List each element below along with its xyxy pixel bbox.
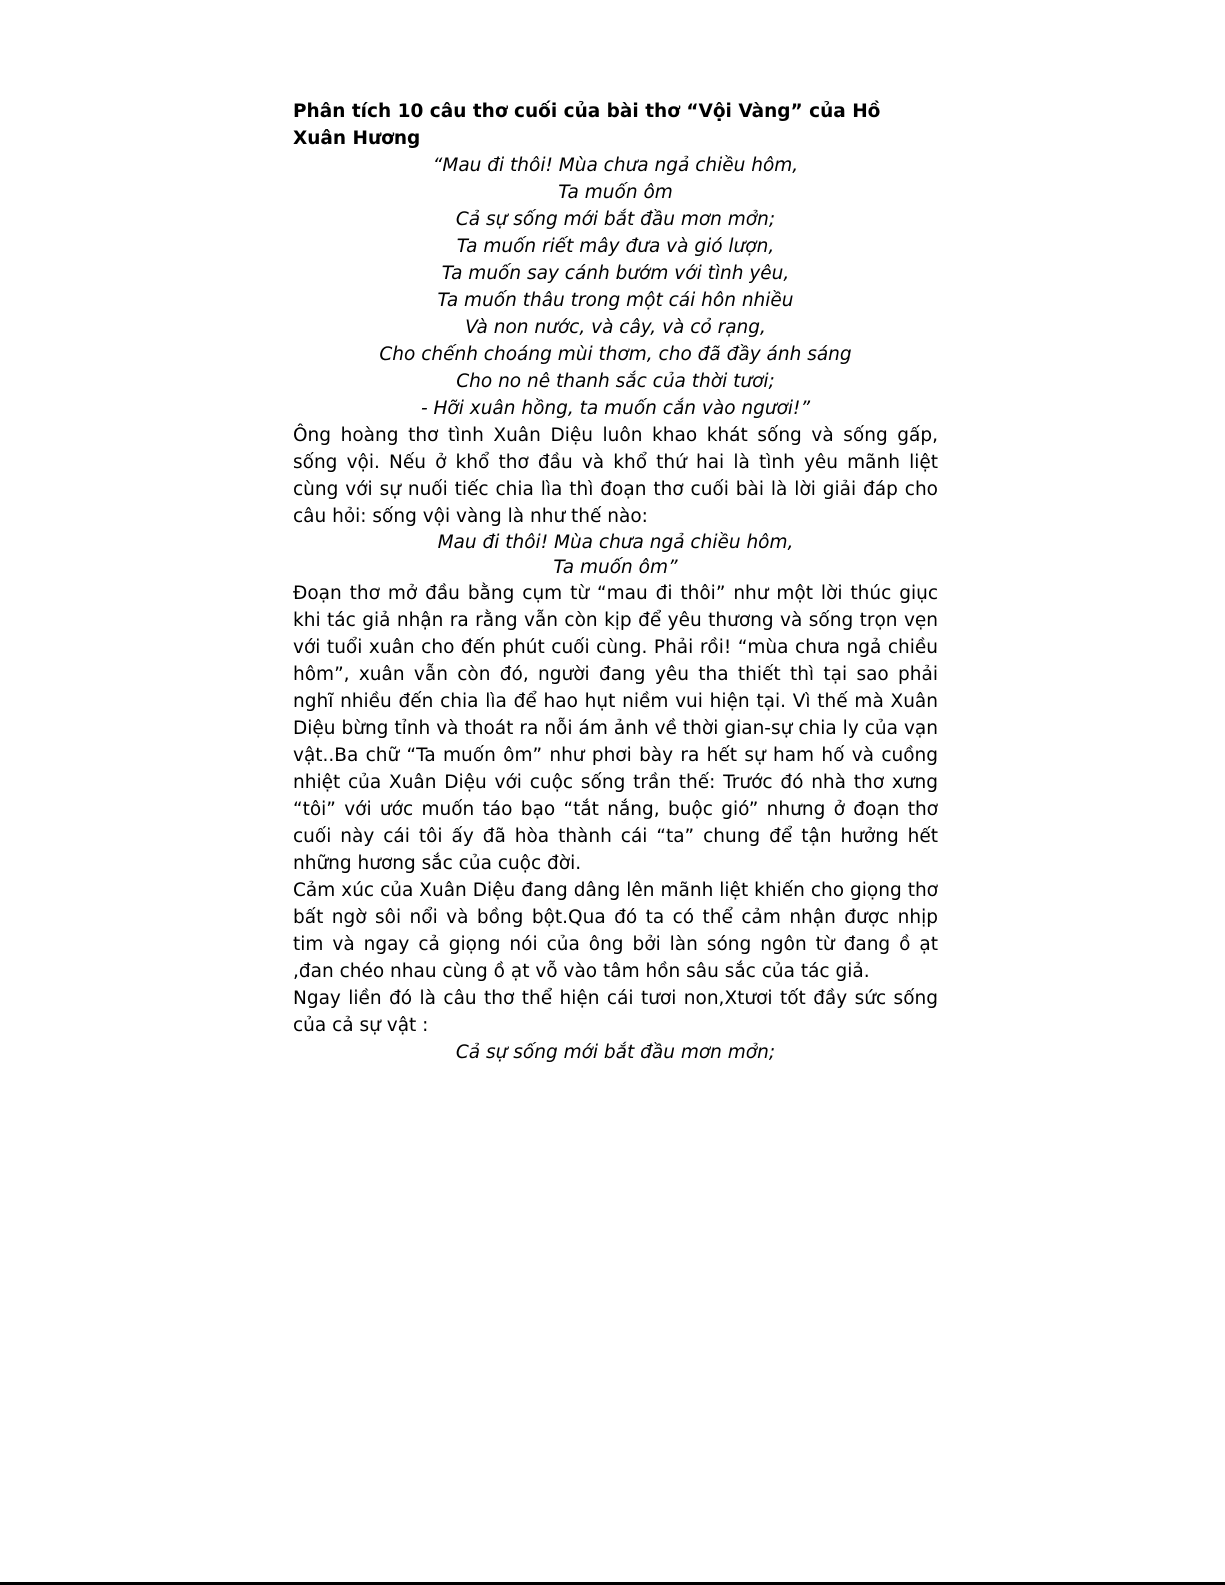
verse-line: Và non nước, và cây, và cỏ rạng, bbox=[465, 317, 766, 338]
verse-line: - Hỡi xuân hồng, ta muốn cắn vào ngươi!” bbox=[420, 398, 811, 419]
verse-line: Ta muốn ôm bbox=[558, 182, 673, 203]
verse-line: Cả sự sống mới bắt đầu mơn mởn; bbox=[455, 1042, 776, 1063]
verse-line: Ta muốn ôm” bbox=[553, 557, 678, 578]
verse-line: Cả sự sống mới bắt đầu mơn mởn; bbox=[455, 209, 776, 230]
verse-line: Ta muốn thâu trong một cái hôn nhiều bbox=[437, 290, 794, 311]
body-paragraph: Ông hoàng thơ tình Xuân Diệu luôn khao khát sống và sống gấp, sống vội. Nếu ở khổ thơ đầu và khổ thứ hai là tình yêu mãnh liệt cùng với sự nuối tiếc chia lìa thì đoạn thơ cuối bài là lời giải đáp cho câu hỏi: sống vội vàng là như thế nào: bbox=[293, 425, 938, 527]
verse-line: Cho no nê thanh sắc của thời tươi; bbox=[456, 371, 775, 392]
verse-line: Cho chếnh choáng mùi thơm, cho đã đầy ánh sáng bbox=[379, 344, 852, 365]
verse-line: “Mau đi thôi! Mùa chưa ngả chiều hôm, bbox=[432, 155, 799, 176]
verse-line: Mau đi thôi! Mùa chưa ngả chiều hôm, bbox=[437, 532, 794, 553]
document-title: Phân tích 10 câu thơ cuối của bài thơ “Vội Vàng” của Hồ Xuân Hương bbox=[293, 101, 881, 149]
body-paragraph: Cảm xúc của Xuân Diệu đang dâng lên mãnh liệt khiến cho giọng thơ bất ngờ sôi nổi và bồng bột.Qua đó ta có thể cảm nhận được nhịp tim và ngay cả giọng nói của ông bởi làn sóng ngôn từ đang ồ ạt ,đan chéo nhau cùng ồ ạt vỗ vào tâm hồn sâu sắc của tác giả. bbox=[293, 880, 938, 982]
verse-line: Ta muốn say cánh bướm với tình yêu, bbox=[441, 263, 790, 284]
body-paragraph: Ngay liền đó là câu thơ thể hiện cái tươi non,Xtươi tốt đầy sức sống của cả sự vật : bbox=[293, 988, 938, 1036]
poem-quote bbox=[293, 530, 938, 580]
document-page bbox=[293, 98, 938, 1066]
poem-excerpt bbox=[293, 152, 938, 422]
poem-quote bbox=[293, 1039, 938, 1066]
body-paragraph: Đoạn thơ mở đầu bằng cụm từ “mau đi thôi” như một lời thúc giục khi tác giả nhận ra rằng vẫn còn kịp để yêu thương và sống trọn vẹn với tuổi xuân cho đến phút cuối cùng. Phải rồi! “mùa chưa ngả chiều hôm”, xuân vẫn còn đó, người đang yêu tha thiết thì tại sao phải nghĩ nhiều đến chia lìa để hao hụt niềm vui hiện tại. Vì thế mà Xuân Diệu bừng tỉnh và thoát ra nỗi ám ảnh về thời gian-sự chia ly của vạn vật..Ba chữ “Ta muốn ôm” như phơi bày ra hết sự ham hố và cuồng nhiệt của Xuân Diệu với cuộc sống trần thế: Trước đó nhà thơ xưng “tôi” với ước muốn táo bạo “tắt nắng, buộc gió” nhưng ở đoạn thơ cuối này cái tôi ấy đã hòa thành cái “ta” chung để tận hưởng hết những hương sắc của cuộc đời. bbox=[293, 583, 938, 874]
verse-line: Ta muốn riết mây đưa và gió lượn, bbox=[456, 236, 775, 257]
